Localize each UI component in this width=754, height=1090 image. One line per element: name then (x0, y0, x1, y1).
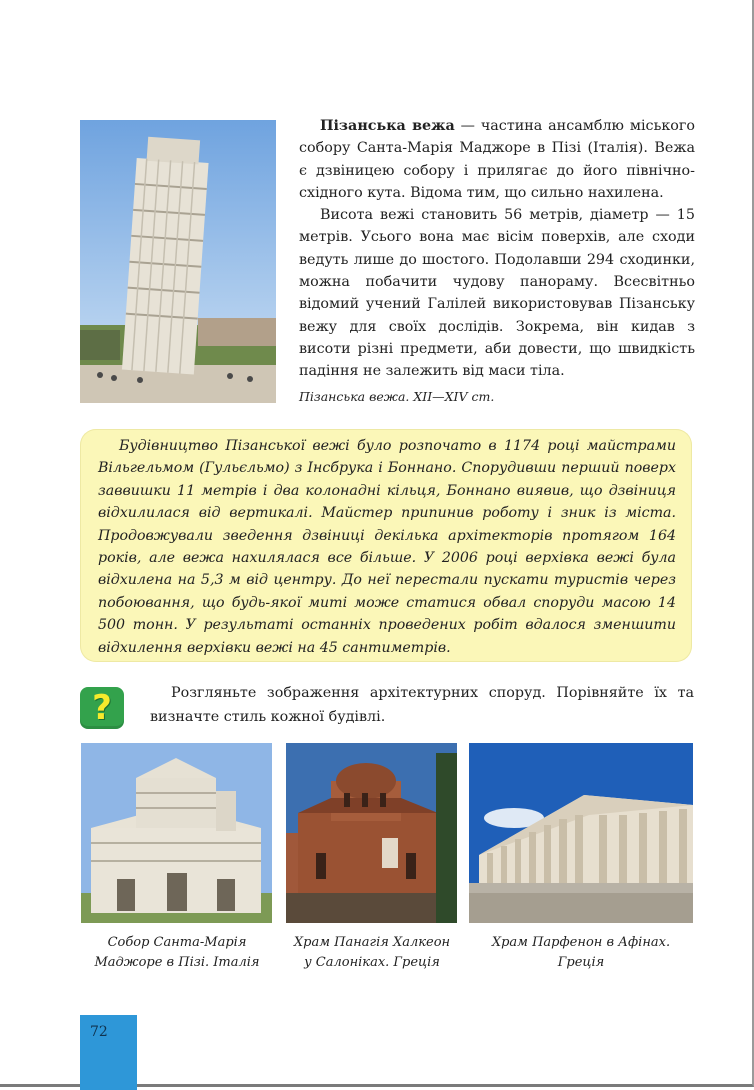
pisa-cathedral-photo (81, 743, 272, 923)
caption-parthenon-line-1: Храм Парфенон в Афінах. (491, 935, 671, 950)
caption-panagia-chalkeon (279, 933, 465, 973)
article-body (299, 115, 695, 383)
note-text: Будівництво Пізанської вежі було розпочато в 1174 році майстрами Вільгельмом (Гульєльмо) з Інсбрука і Боннано. Спорудивши перший поверх заввишки 11 метрів і два колонадні кільця, Боннано виявив, що дзвіниця відхилилася від вертикалі. Майстер припинив роботу і зник із міста. Продовжували зведення дзвіниці декілька архітекторів протягом 164 років, але вежа нахилялася все більше. У 2006 році верхівка вежі була відхилена на 5,3 м від центру. До неї перестали пускати туристів через побоювання, що будь-якої миті може статися обвал споруди масою 14 500 тонн. У результаті останніх проведених робіт вдалося зменшити відхилення верхівки вежі на 45 сантиметрів. (98, 438, 676, 656)
pisa-tower-photo (80, 120, 276, 403)
caption-panagia-chalkeon-line-2: у Салоніках. Греція (304, 955, 440, 970)
term-pisa-tower: Пізанська вежа (320, 118, 455, 134)
paragraph-1-text: — частина ансамблю міського собору Санта-Марія Маджоре в Пізі (Італія). Вежа є дзвіницею собору і прилягає до його північно-східного кута. Відома тим, що сильно нахилена. (299, 118, 695, 201)
caption-pisa-cathedral-line-1: Собор Санта-Марія (107, 935, 247, 950)
pisa-photo-caption: Пізанська вежа. XII—XIV ст. (299, 389, 495, 404)
caption-parthenon (469, 933, 693, 973)
question-mark: ? (92, 688, 112, 728)
caption-parthenon-line-2: Греція (557, 955, 605, 970)
parthenon-photo (469, 743, 693, 923)
caption-pisa-cathedral-line-2: Маджоре в Пізі. Італія (94, 955, 260, 970)
page-number-tab (80, 1015, 137, 1090)
page-number: 72 (90, 1024, 108, 1040)
article-paragraph-1 (299, 115, 695, 204)
question-icon (80, 687, 124, 729)
caption-panagia-chalkeon-line-1: Храм Панагія Халкеон (293, 935, 451, 950)
caption-pisa-cathedral (81, 933, 273, 973)
question-text: Розгляньте зображення архітектурних споруд. Порівняйте їх та визначте стиль кожної будівлі. (150, 685, 694, 725)
article-paragraph-2: Висота вежі становить 56 метрів, діаметр — 15 метрів. Усього вона має вісім поверхів, але сходи ведуть лише до шостого. Подолавши 294 сходинки, можна побачити чудову панораму. Всесвітньо відомий учений Галілей використовував Пізанську вежу для своїх дослідів. Зокрема, він кидав з висоти різні предмети, аби довести, що швидкість падіння не залежить від маси тіла. (299, 207, 695, 380)
panagia-chalkeon-photo (286, 743, 457, 923)
